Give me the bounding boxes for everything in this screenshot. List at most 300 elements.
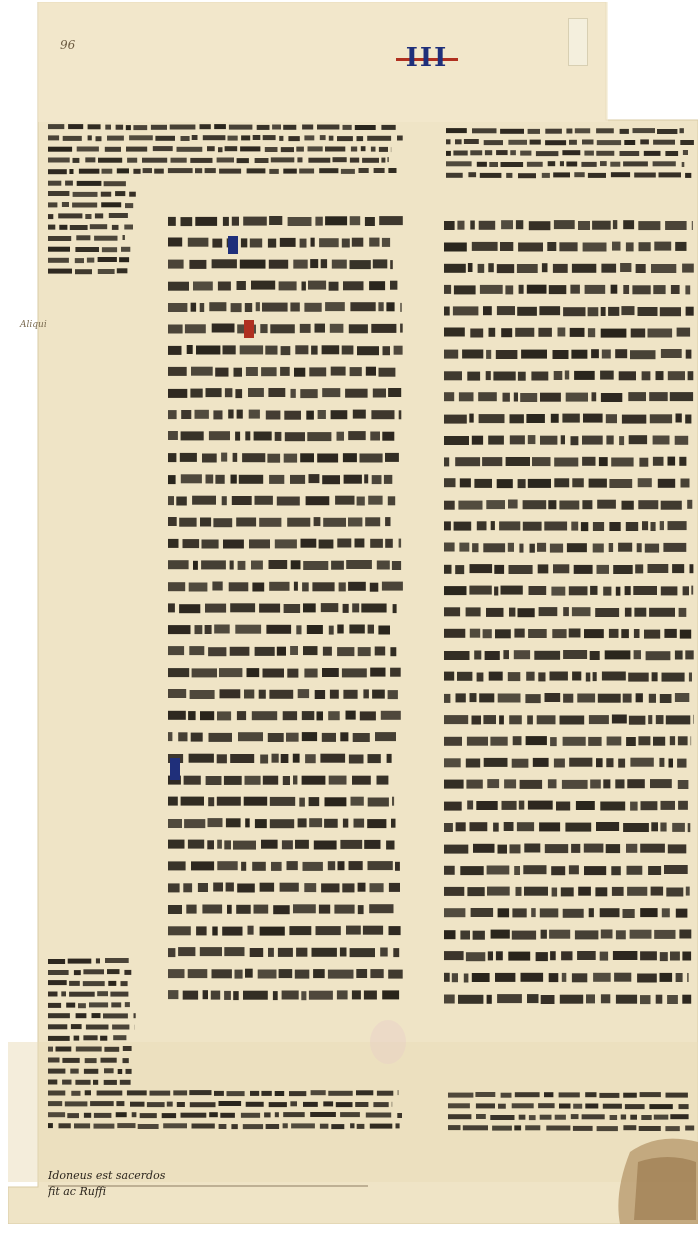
ink-stroke — [373, 389, 386, 398]
ink-stroke — [648, 329, 673, 338]
ink-stroke — [652, 672, 658, 681]
ink-stroke — [589, 715, 609, 724]
ink-stroke — [444, 694, 450, 703]
ink-stroke — [352, 238, 364, 247]
ink-stroke — [217, 797, 241, 806]
ink-stroke — [104, 181, 126, 186]
ink-stroke — [390, 260, 393, 269]
ink-stroke — [563, 737, 586, 746]
ink-stroke — [68, 959, 92, 964]
ink-stroke — [654, 242, 671, 251]
ink-stroke — [500, 242, 513, 251]
ink-stroke — [444, 436, 469, 445]
ink-stroke — [660, 521, 664, 530]
ink-stroke — [74, 1123, 90, 1128]
ink-stroke — [168, 496, 174, 505]
ink-stroke — [355, 125, 376, 130]
ink-stroke — [601, 307, 606, 316]
gloss-lower-left-line — [48, 1013, 136, 1018]
ink-stroke — [588, 173, 606, 178]
ink-stroke — [529, 1115, 536, 1120]
ink-stroke — [74, 1036, 80, 1041]
ink-stroke — [466, 780, 482, 789]
ink-stroke — [687, 500, 692, 509]
ink-stroke — [602, 350, 611, 359]
ink-stroke — [231, 475, 237, 484]
ink-stroke — [665, 1126, 679, 1131]
ink-stroke — [310, 259, 318, 268]
ink-stroke — [480, 173, 502, 178]
ink-stroke — [630, 930, 652, 939]
ink-stroke — [660, 823, 666, 832]
ink-stroke — [312, 582, 334, 591]
ink-stroke — [531, 372, 548, 381]
ink-stroke — [48, 1047, 53, 1052]
ink-stroke — [357, 136, 364, 141]
ink-stroke — [380, 948, 388, 957]
ink-stroke — [323, 518, 346, 527]
ink-stroke — [163, 1123, 187, 1128]
ink-stroke — [299, 798, 305, 807]
ink-stroke — [545, 844, 568, 853]
ink-stroke — [600, 908, 620, 917]
ink-stroke — [539, 822, 560, 831]
ink-stroke — [552, 629, 566, 638]
ink-stroke — [670, 736, 675, 745]
ink-stroke — [85, 214, 91, 219]
ink-stroke — [237, 711, 246, 720]
ink-stroke — [640, 951, 657, 960]
ink-stroke — [503, 393, 510, 402]
ink-stroke — [455, 139, 462, 144]
ink-stroke — [229, 125, 253, 130]
ink-stroke — [392, 797, 394, 806]
ink-stroke — [293, 904, 316, 913]
ink-stroke — [574, 172, 584, 177]
ink-stroke — [657, 129, 677, 134]
ink-stroke — [628, 392, 646, 401]
ink-stroke — [550, 672, 568, 681]
ink-stroke — [361, 146, 366, 151]
ink-stroke — [528, 801, 553, 810]
ink-stroke — [653, 161, 676, 166]
ink-stroke — [638, 307, 658, 316]
ink-stroke — [48, 135, 59, 140]
ink-stroke — [540, 436, 557, 445]
ink-stroke — [69, 992, 95, 997]
ink-stroke — [366, 367, 376, 376]
ink-stroke — [571, 844, 580, 853]
ink-stroke — [681, 479, 690, 488]
ink-stroke — [244, 690, 254, 699]
ink-stroke — [360, 711, 376, 720]
ink-stroke — [523, 500, 547, 509]
ink-stroke — [212, 969, 232, 978]
ink-stroke — [273, 905, 290, 914]
ink-stroke — [572, 973, 587, 982]
ink-stroke — [544, 1092, 553, 1097]
ink-stroke — [483, 306, 492, 315]
ink-stroke — [48, 1080, 57, 1085]
main-column-left-line — [168, 474, 392, 484]
ink-stroke — [682, 995, 691, 1004]
ink-stroke — [228, 410, 233, 419]
ink-stroke — [168, 453, 176, 462]
ink-stroke — [462, 350, 483, 359]
main-column-right-line — [444, 736, 691, 746]
ink-stroke — [69, 169, 73, 174]
ink-stroke — [687, 973, 688, 982]
ink-stroke — [486, 608, 504, 617]
ink-stroke — [259, 518, 281, 527]
ink-stroke — [269, 1102, 287, 1107]
main-column-right-line — [444, 844, 686, 854]
ink-stroke — [634, 608, 646, 617]
ink-stroke — [538, 328, 552, 337]
ink-stroke — [370, 883, 384, 892]
ink-stroke — [150, 1091, 171, 1096]
ink-stroke — [168, 711, 186, 720]
ink-stroke — [690, 564, 694, 573]
ink-stroke — [483, 715, 496, 724]
main-column-left-line — [168, 797, 394, 807]
paper-tab — [568, 18, 588, 66]
ink-stroke — [632, 285, 650, 294]
bottom-handwritten-notes — [48, 1168, 378, 1200]
ink-stroke — [477, 673, 484, 682]
ink-stroke — [660, 694, 672, 703]
ink-stroke — [444, 758, 461, 767]
ink-stroke — [352, 990, 361, 999]
ink-stroke — [501, 220, 513, 229]
ink-stroke — [283, 1112, 305, 1117]
ink-stroke — [75, 247, 99, 252]
ink-stroke — [168, 303, 187, 312]
ink-stroke — [48, 191, 69, 196]
ink-stroke — [94, 236, 117, 241]
ink-stroke — [510, 844, 521, 853]
ink-stroke — [678, 801, 688, 810]
ink-stroke — [369, 904, 393, 913]
ink-stroke — [676, 973, 683, 982]
ink-stroke — [639, 458, 648, 467]
ink-stroke — [682, 162, 685, 167]
initial-blue-1 — [228, 236, 238, 254]
ink-stroke — [453, 306, 479, 315]
ink-stroke — [168, 819, 182, 828]
ink-stroke — [343, 604, 349, 613]
ink-stroke — [104, 1047, 119, 1052]
ink-stroke — [637, 543, 642, 552]
ink-stroke — [66, 1003, 75, 1008]
ink-stroke — [653, 285, 665, 294]
ink-stroke — [127, 158, 137, 163]
ink-stroke — [630, 802, 638, 811]
ink-stroke — [688, 823, 691, 832]
ink-stroke — [300, 389, 317, 398]
ink-stroke — [262, 303, 288, 312]
ink-stroke — [48, 1024, 67, 1029]
ink-stroke — [211, 991, 220, 1000]
ink-stroke — [498, 694, 521, 703]
ink-stroke — [83, 969, 104, 974]
ink-stroke — [501, 586, 523, 595]
ink-stroke — [351, 797, 364, 806]
ink-stroke — [213, 518, 232, 527]
ink-stroke — [509, 715, 522, 724]
main-column-left-line — [168, 560, 401, 570]
ink-stroke — [189, 260, 206, 269]
ink-stroke — [603, 779, 610, 788]
ink-stroke — [569, 629, 581, 638]
ink-stroke — [651, 522, 656, 531]
ink-stroke — [384, 475, 392, 484]
ink-stroke — [648, 866, 661, 875]
ink-stroke — [342, 346, 354, 355]
ink-stroke — [468, 263, 473, 272]
ink-stroke — [168, 732, 172, 741]
ink-stroke — [548, 500, 556, 509]
ink-stroke — [573, 1126, 593, 1131]
ink-stroke — [486, 371, 491, 380]
ink-stroke — [306, 411, 314, 420]
ink-stroke — [678, 780, 689, 789]
ink-stroke — [525, 1125, 540, 1130]
ink-stroke — [162, 1113, 176, 1118]
ink-stroke — [48, 214, 53, 219]
ink-stroke — [566, 393, 588, 402]
ink-stroke — [388, 970, 403, 979]
ink-stroke — [666, 888, 683, 897]
ink-stroke — [138, 1124, 159, 1129]
ink-stroke — [540, 908, 559, 917]
ink-stroke — [215, 368, 228, 377]
ink-stroke — [123, 1046, 132, 1051]
ink-stroke — [677, 759, 686, 768]
ink-stroke — [662, 673, 685, 682]
ink-stroke — [491, 521, 495, 530]
ink-stroke — [454, 285, 476, 294]
ink-stroke — [642, 521, 648, 530]
ink-stroke — [611, 458, 633, 467]
ink-stroke — [271, 862, 282, 871]
main-column-left-line — [168, 883, 400, 893]
ink-stroke — [378, 626, 390, 635]
ink-stroke — [383, 346, 391, 355]
ink-stroke — [542, 263, 548, 272]
ink-stroke — [367, 136, 391, 141]
ink-stroke — [554, 371, 563, 380]
main-column-left-line — [168, 517, 391, 527]
ink-stroke — [478, 264, 485, 273]
ink-stroke — [444, 651, 470, 660]
ink-stroke — [316, 926, 341, 935]
ink-stroke — [281, 346, 291, 355]
ink-stroke — [168, 948, 175, 957]
ink-stroke — [634, 173, 656, 178]
ink-stroke — [500, 129, 524, 134]
ink-stroke — [191, 367, 213, 376]
ink-stroke — [283, 776, 290, 785]
ink-stroke — [570, 328, 585, 337]
ink-stroke — [456, 693, 466, 702]
ink-stroke — [235, 625, 261, 634]
ink-stroke — [363, 689, 369, 698]
ink-stroke — [444, 887, 464, 896]
ink-stroke — [302, 776, 326, 785]
ink-stroke — [495, 973, 515, 982]
ink-stroke — [510, 414, 524, 423]
ink-stroke — [349, 755, 364, 764]
ink-stroke — [311, 1090, 326, 1095]
ink-stroke — [217, 861, 237, 870]
ink-stroke — [353, 733, 370, 742]
ink-stroke — [227, 1091, 245, 1096]
ink-stroke — [56, 1047, 72, 1052]
ink-stroke — [691, 736, 692, 745]
ink-stroke — [117, 1123, 135, 1128]
ink-stroke — [97, 1091, 123, 1096]
ink-stroke — [293, 260, 307, 269]
ink-stroke — [181, 431, 204, 440]
ink-stroke — [321, 883, 339, 892]
ink-stroke — [518, 243, 543, 252]
ink-stroke — [328, 970, 354, 979]
ink-stroke — [545, 140, 566, 145]
ink-stroke — [381, 158, 385, 163]
ink-stroke — [551, 587, 565, 596]
ink-stroke — [293, 754, 300, 763]
ink-stroke — [196, 346, 220, 355]
ink-stroke — [370, 583, 379, 592]
ink-stroke — [78, 1003, 86, 1008]
ink-stroke — [250, 239, 262, 248]
ink-stroke — [302, 125, 313, 130]
ink-stroke — [484, 758, 508, 767]
ink-stroke — [48, 181, 61, 186]
ink-stroke — [630, 758, 653, 767]
ink-stroke — [374, 168, 385, 173]
ink-stroke — [553, 172, 570, 177]
ink-stroke — [247, 168, 266, 173]
ink-stroke — [243, 991, 268, 1000]
ink-stroke — [337, 647, 354, 656]
ink-stroke — [112, 1025, 129, 1030]
ink-stroke — [233, 991, 239, 1000]
ink-stroke — [48, 1036, 70, 1041]
ink-stroke — [498, 908, 510, 917]
ink-stroke — [249, 410, 260, 419]
ink-stroke — [588, 307, 599, 316]
ink-stroke — [390, 647, 396, 656]
ink-stroke — [304, 303, 321, 312]
ink-stroke — [133, 125, 147, 130]
ink-stroke — [521, 973, 544, 982]
ink-stroke — [256, 302, 260, 311]
ink-stroke — [283, 711, 297, 720]
ink-stroke — [365, 217, 375, 226]
initial-red-1 — [244, 320, 254, 338]
ink-stroke — [519, 285, 524, 294]
ink-stroke — [291, 560, 301, 569]
ink-stroke — [588, 737, 601, 746]
ink-stroke — [466, 607, 481, 616]
ink-stroke — [331, 561, 344, 570]
ink-stroke — [275, 1112, 279, 1117]
ink-stroke — [343, 819, 348, 828]
ink-stroke — [472, 716, 482, 725]
ink-stroke — [343, 125, 352, 130]
ink-stroke — [48, 169, 67, 174]
ink-stroke — [213, 410, 222, 419]
ink-stroke — [343, 453, 357, 462]
ink-stroke — [245, 303, 252, 312]
ink-stroke — [319, 540, 334, 549]
ink-stroke — [296, 147, 304, 152]
ink-stroke — [173, 1090, 187, 1095]
ink-stroke — [553, 350, 569, 359]
ink-stroke — [200, 711, 214, 720]
ink-stroke — [400, 303, 401, 312]
ink-stroke — [670, 952, 680, 961]
ink-stroke — [240, 260, 266, 269]
ink-stroke — [287, 669, 298, 678]
ink-stroke — [502, 801, 517, 810]
ink-stroke — [76, 1013, 87, 1018]
ink-stroke — [331, 367, 346, 376]
ink-stroke — [497, 306, 515, 315]
ink-stroke — [486, 500, 505, 509]
ink-stroke — [239, 475, 263, 484]
ink-stroke — [311, 346, 318, 355]
ink-stroke — [467, 372, 480, 381]
ink-stroke — [188, 840, 204, 849]
ink-stroke — [475, 1092, 495, 1097]
ink-stroke — [370, 539, 383, 548]
ink-stroke — [245, 818, 250, 827]
ink-stroke — [685, 285, 690, 294]
ink-stroke — [303, 603, 316, 612]
main-column-left-line — [168, 990, 399, 1000]
ink-stroke — [375, 732, 396, 741]
ink-stroke — [654, 930, 675, 939]
ink-stroke — [315, 324, 326, 333]
ink-stroke — [679, 608, 687, 617]
stain-pink — [370, 1020, 406, 1064]
ink-stroke — [524, 844, 540, 853]
main-column-right-line — [444, 779, 688, 789]
ink-stroke — [223, 217, 229, 226]
ink-stroke — [350, 216, 361, 225]
ink-stroke — [664, 865, 688, 874]
ink-stroke — [493, 372, 515, 381]
ink-stroke — [283, 125, 296, 130]
ink-stroke — [592, 392, 597, 401]
ink-stroke — [660, 952, 668, 961]
ink-stroke — [125, 203, 133, 208]
ink-stroke — [200, 518, 211, 527]
ink-stroke — [508, 952, 530, 961]
ink-stroke — [219, 169, 241, 174]
ink-stroke — [264, 1112, 271, 1117]
ink-stroke — [546, 1126, 570, 1131]
ink-stroke — [353, 410, 366, 419]
ink-stroke — [470, 822, 488, 831]
ink-stroke — [542, 173, 550, 178]
ink-stroke — [222, 496, 227, 505]
ink-stroke — [609, 479, 632, 488]
ink-stroke — [623, 1093, 637, 1098]
